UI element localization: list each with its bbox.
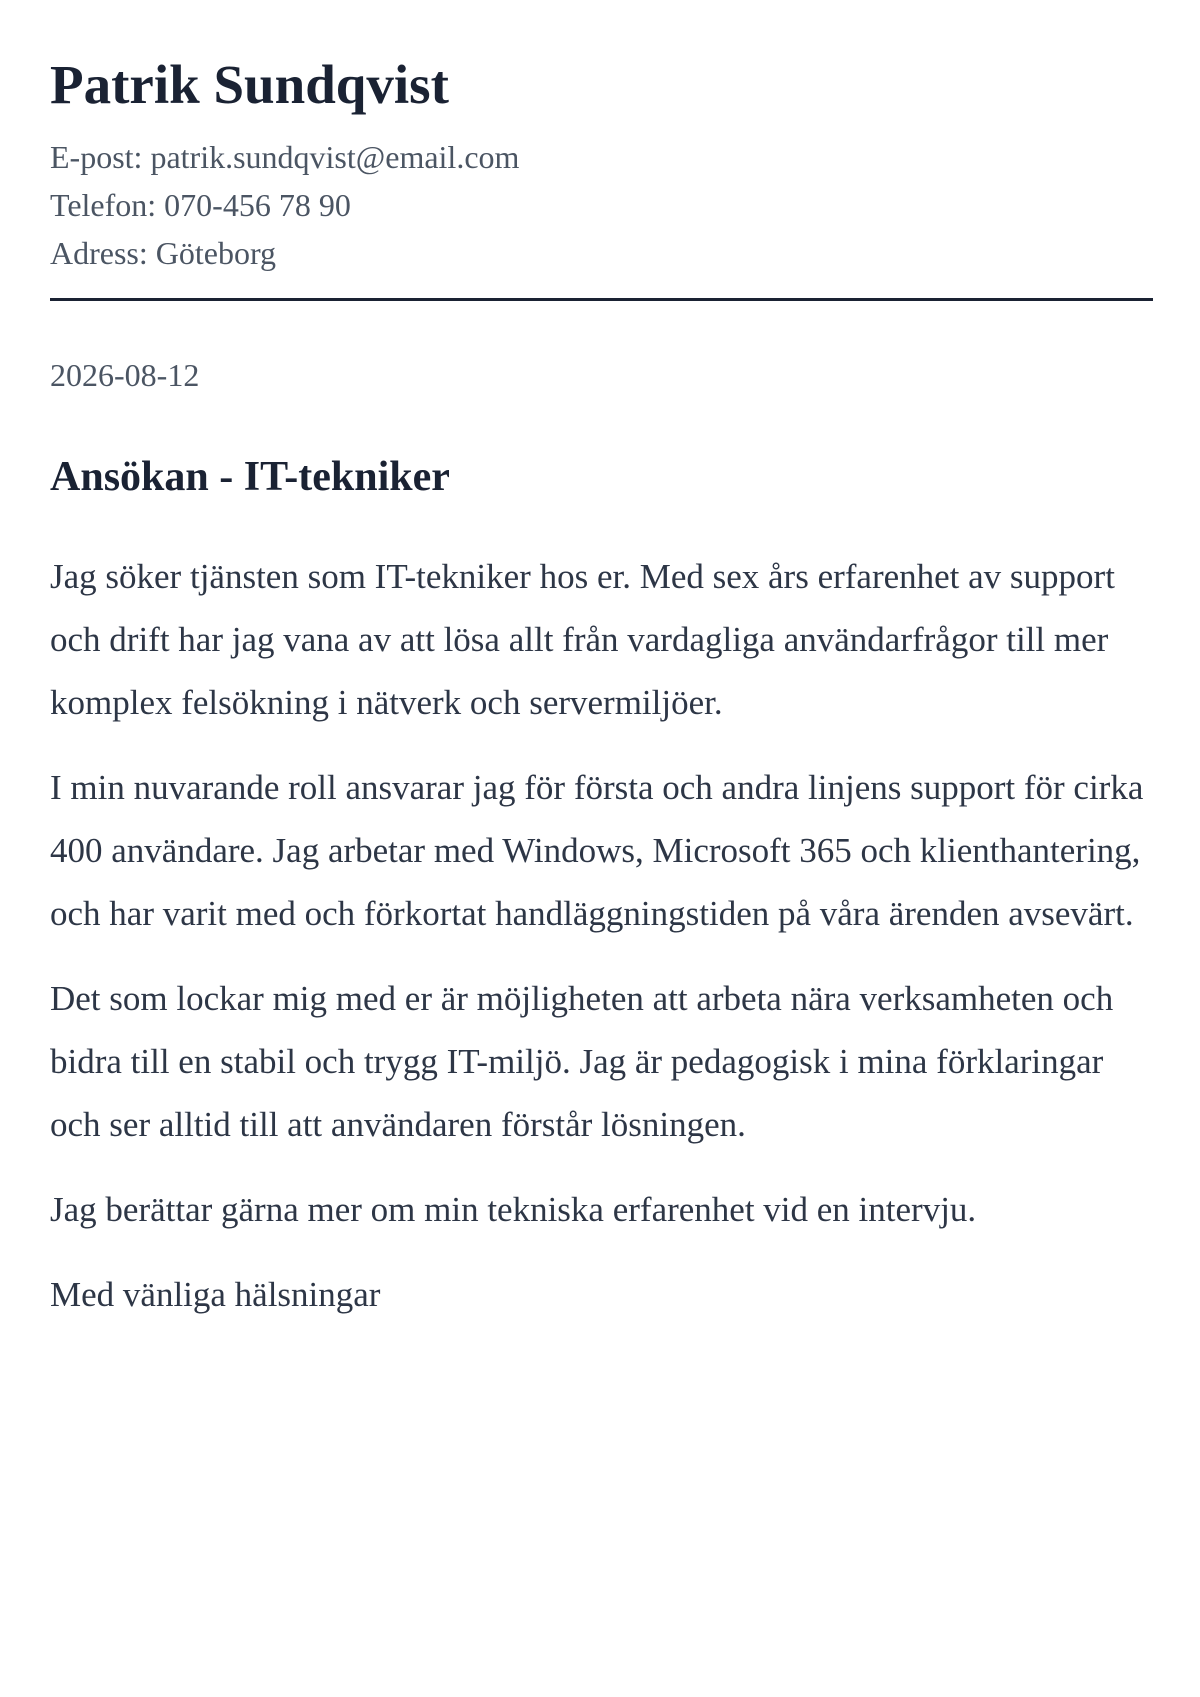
letter-date: 2026-08-12 — [50, 357, 200, 393]
applicant-name: Patrik Sundqvist — [50, 54, 449, 115]
header-divider — [50, 298, 1153, 301]
body-paragraph: I min nuvarande roll ansvarar jag för första och andra linjens support för cirka 400 användare. Jag arbetar med Windows, Microsoft 365 och klienthantering, och har varit med och förkortat handläggningstiden på våra ärenden avsevärt. — [50, 768, 1144, 933]
letter-body — [50, 545, 1153, 1326]
address-line: Adress: Göteborg — [50, 235, 277, 271]
body-paragraph: Det som lockar mig med er är möjligheten att arbeta nära verksamheten och bidra till en stabil och trygg IT-miljö. Jag är pedagogisk i mina förklaringar och ser alltid till att användaren förstår lösningen. — [50, 979, 1114, 1144]
body-paragraph: Jag berättar gärna mer om min tekniska erfarenhet vid en intervju. — [50, 1190, 977, 1229]
contact-info — [50, 133, 1150, 277]
letter-subject: Ansökan - IT-tekniker — [50, 454, 450, 500]
phone-line: Telefon: 070-456 78 90 — [50, 187, 351, 223]
body-paragraph: Jag söker tjänsten som IT-tekniker hos er. Med sex års erfarenhet av support och drift har jag vana av att lösa allt från vardagliga användarfrågor till mer komplex felsökning i nätverk och servermiljöer. — [50, 557, 1115, 722]
email-line: E-post: patrik.sundqvist@email.com — [50, 139, 520, 175]
letter-header — [50, 52, 1150, 301]
closing-line: Med vänliga hälsningar — [50, 1275, 381, 1314]
